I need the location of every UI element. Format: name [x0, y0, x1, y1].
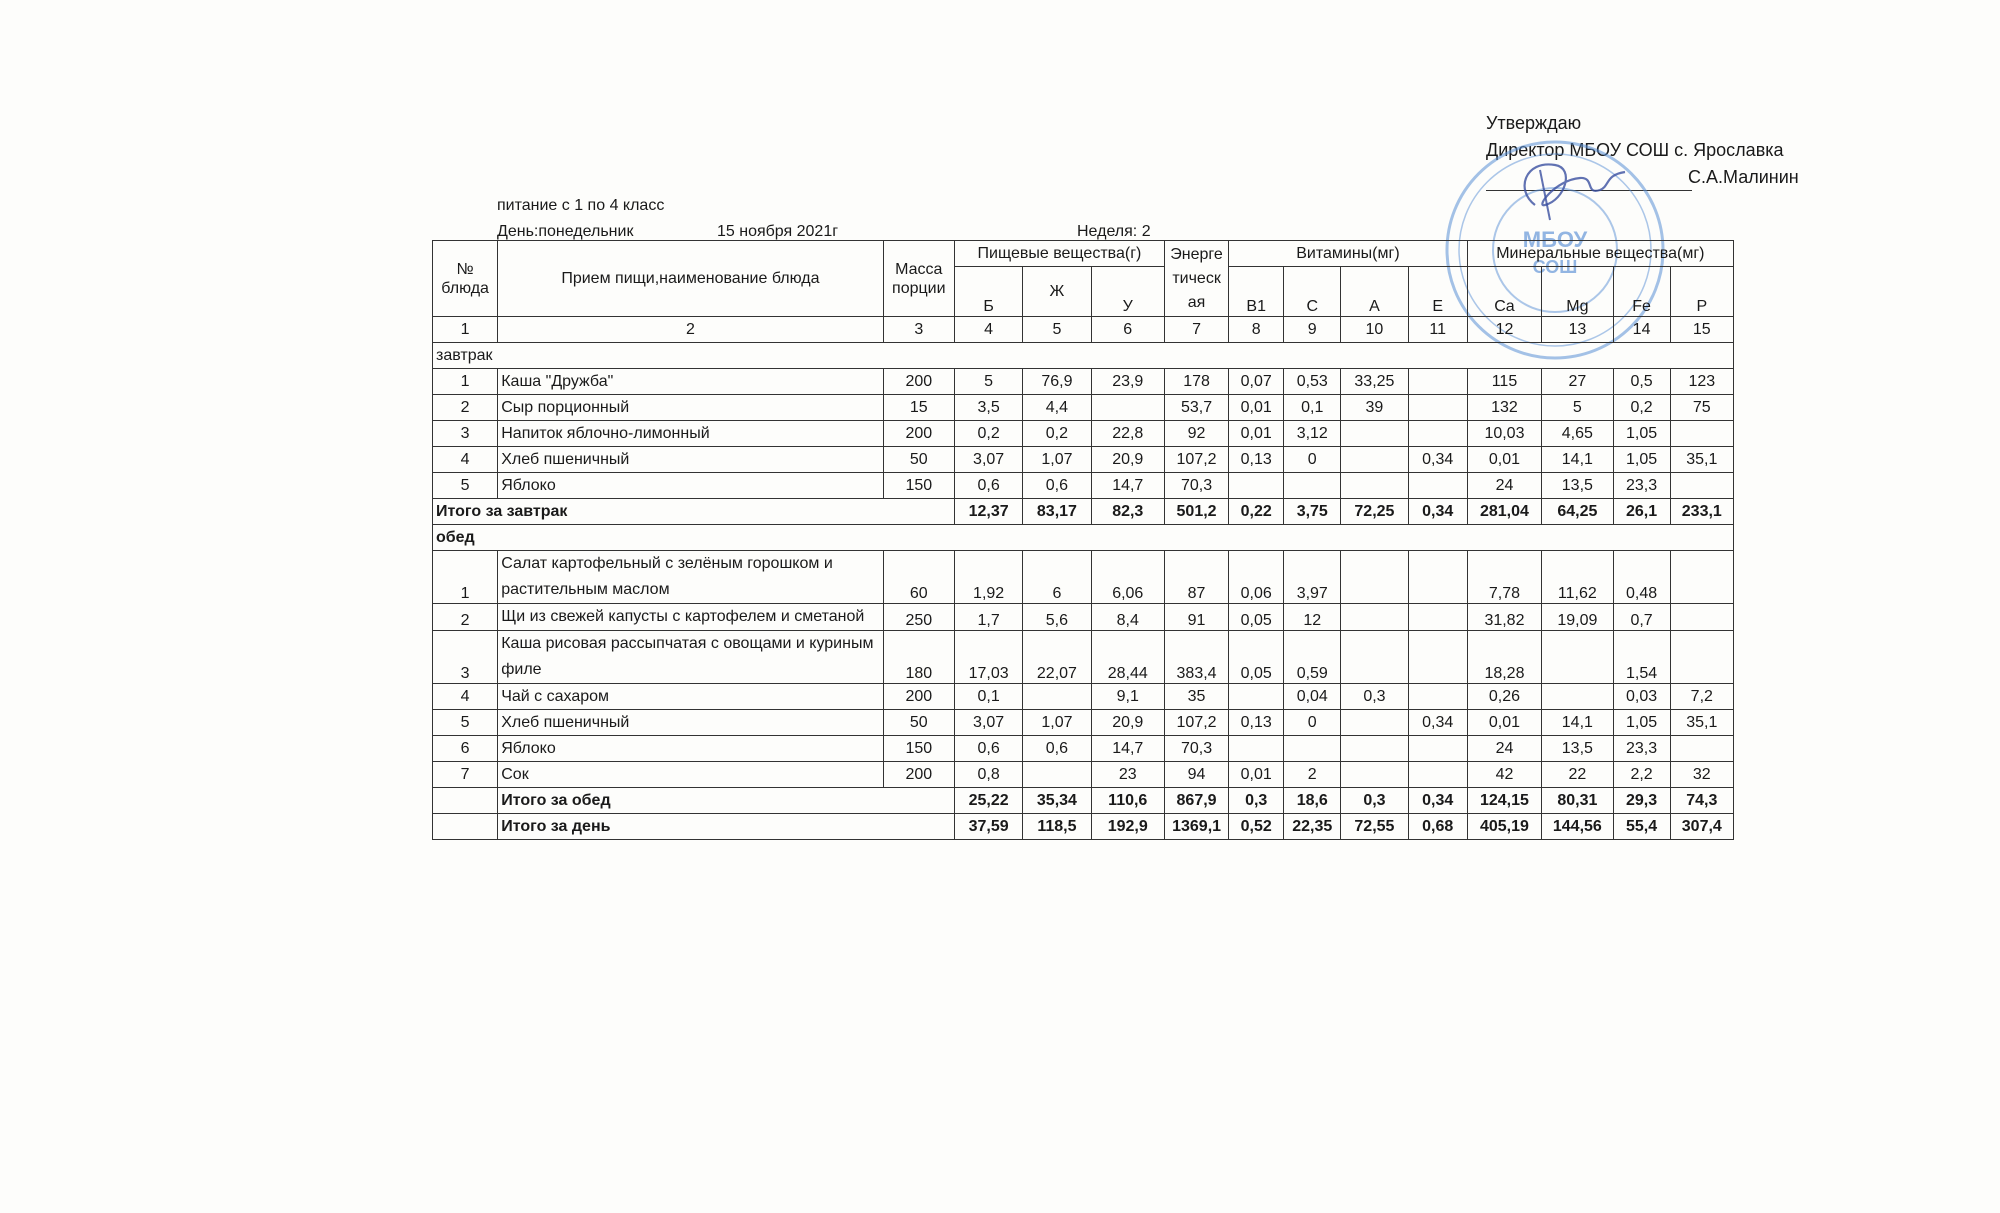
table-cell: 4,65 [1542, 421, 1613, 447]
empty-cell [433, 814, 498, 840]
total-value: 144,56 [1542, 814, 1613, 840]
total-value: 72,55 [1341, 814, 1408, 840]
header-energy: Энерге тическ ая [1164, 241, 1228, 317]
sub-header: Ca [1467, 267, 1541, 317]
table-cell: 0,05 [1229, 631, 1284, 684]
dish-number: 6 [433, 736, 498, 762]
table-row [433, 710, 1734, 736]
table-cell: 24 [1467, 473, 1541, 499]
dish-name: Хлеб пшеничный [498, 447, 883, 473]
table-cell: 39 [1341, 395, 1408, 421]
table-cell: 0,6 [1023, 736, 1091, 762]
table-cell: 115 [1467, 369, 1541, 395]
column-number: 10 [1341, 317, 1408, 343]
table-cell: 42 [1467, 762, 1541, 788]
total-value: 3,75 [1284, 499, 1341, 525]
lunch-section-row [433, 525, 1734, 551]
column-number: 3 [883, 317, 954, 343]
column-number: 14 [1613, 317, 1670, 343]
table-cell: 0,7 [1613, 604, 1670, 631]
table-cell: 0,03 [1613, 684, 1670, 710]
table-cell: 0,04 [1284, 684, 1341, 710]
total-value: 80,31 [1542, 788, 1613, 814]
table-cell [1341, 736, 1408, 762]
total-value: 29,3 [1613, 788, 1670, 814]
table-cell [1341, 473, 1408, 499]
dish-number: 7 [433, 762, 498, 788]
dish-number: 3 [433, 421, 498, 447]
menu-category: питание с 1 по 4 класс [497, 197, 665, 214]
table-cell: 0,06 [1229, 551, 1284, 604]
table-cell: 1,05 [1613, 447, 1670, 473]
total-value: 82,3 [1091, 499, 1164, 525]
table-cell: 20,9 [1091, 447, 1164, 473]
table-cell: 6,06 [1091, 551, 1164, 604]
table-cell: 1,7 [954, 604, 1022, 631]
sub-header: Б [954, 267, 1022, 317]
table-cell: 178 [1164, 369, 1228, 395]
table-cell: 2,2 [1613, 762, 1670, 788]
lunch-total-row [433, 788, 1734, 814]
table-cell: 0,34 [1408, 710, 1467, 736]
table-cell: 0,07 [1229, 369, 1284, 395]
table-cell [1023, 762, 1091, 788]
total-value: 64,25 [1542, 499, 1613, 525]
table-cell: 0,1 [1284, 395, 1341, 421]
dish-number: 3 [433, 631, 498, 684]
table-cell: 0,59 [1284, 631, 1341, 684]
table-cell: 27 [1542, 369, 1613, 395]
total-value: 0,52 [1229, 814, 1284, 840]
table-cell: 3,12 [1284, 421, 1341, 447]
table-cell [1670, 736, 1733, 762]
sub-header: Mg [1542, 267, 1613, 317]
menu-table [432, 240, 1734, 840]
table-cell [1408, 604, 1467, 631]
table-cell [1408, 473, 1467, 499]
sub-header: A [1341, 267, 1408, 317]
table-cell: 0,01 [1229, 762, 1284, 788]
column-number: 12 [1467, 317, 1541, 343]
table-cell: 3,07 [954, 710, 1022, 736]
dish-number: 2 [433, 604, 498, 631]
table-cell [1408, 551, 1467, 604]
table-cell: 1,07 [1023, 447, 1091, 473]
table-cell: 50 [883, 710, 954, 736]
column-number-row [433, 317, 1734, 343]
total-value: 35,34 [1023, 788, 1091, 814]
table-cell [1284, 736, 1341, 762]
total-value: 26,1 [1613, 499, 1670, 525]
table-cell: 4,4 [1023, 395, 1091, 421]
total-value: 72,25 [1341, 499, 1408, 525]
table-cell [1670, 631, 1733, 684]
table-cell [1341, 421, 1408, 447]
table-cell: 0,6 [1023, 473, 1091, 499]
dish-name: Чай с сахаром [498, 684, 883, 710]
total-value: 22,35 [1284, 814, 1341, 840]
dish-name: Каша "Дружба" [498, 369, 883, 395]
table-cell: 33,25 [1341, 369, 1408, 395]
table-cell: 107,2 [1164, 710, 1228, 736]
table-cell: 9,1 [1091, 684, 1164, 710]
header-vitamins: Витамины(мг) [1229, 241, 1468, 267]
table-cell: 14,7 [1091, 473, 1164, 499]
table-cell: 14,7 [1091, 736, 1164, 762]
total-value: 0,3 [1229, 788, 1284, 814]
table-row [433, 395, 1734, 421]
column-number: 2 [498, 317, 883, 343]
lunch-section-title: обед [433, 525, 1734, 551]
table-cell: 13,5 [1542, 736, 1613, 762]
table-cell [1670, 473, 1733, 499]
table-cell [1408, 369, 1467, 395]
table-cell: 0,48 [1613, 551, 1670, 604]
table-cell: 0,6 [954, 473, 1022, 499]
table-cell [1670, 604, 1733, 631]
table-cell: 14,1 [1542, 710, 1613, 736]
table-cell: 200 [883, 421, 954, 447]
table-cell: 24 [1467, 736, 1541, 762]
day-total-row [433, 814, 1734, 840]
table-cell: 22,8 [1091, 421, 1164, 447]
table-cell: 0,05 [1229, 604, 1284, 631]
table-cell: 150 [883, 473, 954, 499]
table-cell: 5 [954, 369, 1022, 395]
table-cell [1341, 762, 1408, 788]
table-cell: 1,05 [1613, 421, 1670, 447]
table-cell: 70,3 [1164, 736, 1228, 762]
dish-name: Щи из свежей капусты с картофелем и сметаной [498, 604, 883, 631]
total-value: 25,22 [954, 788, 1022, 814]
table-cell: 0,8 [954, 762, 1022, 788]
total-label: Итого за обед [498, 788, 955, 814]
column-number: 8 [1229, 317, 1284, 343]
table-cell [1091, 395, 1164, 421]
table-cell: 150 [883, 736, 954, 762]
header-nutrients: Пищевые вещества(г) [954, 241, 1164, 267]
table-cell: 23,9 [1091, 369, 1164, 395]
table-cell: 0,13 [1229, 447, 1284, 473]
table-cell: 28,44 [1091, 631, 1164, 684]
signature [1495, 150, 1635, 230]
total-value: 0,3 [1341, 788, 1408, 814]
total-value: 1369,1 [1164, 814, 1228, 840]
table-cell: 0,3 [1341, 684, 1408, 710]
dish-number: 4 [433, 684, 498, 710]
table-cell [1408, 736, 1467, 762]
table-cell: 22,07 [1023, 631, 1091, 684]
table-cell [1670, 421, 1733, 447]
table-cell [1408, 684, 1467, 710]
table-cell: 0,2 [1023, 421, 1091, 447]
total-value: 83,17 [1023, 499, 1091, 525]
table-cell: 383,4 [1164, 631, 1228, 684]
table-cell: 91 [1164, 604, 1228, 631]
table-cell: 35 [1164, 684, 1228, 710]
stamp-label: МБОУ [1522, 227, 1588, 252]
dish-name: Хлеб пшеничный [498, 710, 883, 736]
column-number: 11 [1408, 317, 1467, 343]
table-cell: 0,53 [1284, 369, 1341, 395]
table-cell: 53,7 [1164, 395, 1228, 421]
total-value: 74,3 [1670, 788, 1733, 814]
table-row [433, 421, 1734, 447]
table-cell: 0,34 [1408, 447, 1467, 473]
sub-header: У [1091, 267, 1164, 317]
total-value: 501,2 [1164, 499, 1228, 525]
table-cell: 0,01 [1467, 447, 1541, 473]
table-cell [1229, 736, 1284, 762]
total-value: 0,22 [1229, 499, 1284, 525]
table-cell: 13,5 [1542, 473, 1613, 499]
dish-name: Яблоко [498, 473, 883, 499]
table-cell: 0,01 [1229, 395, 1284, 421]
header-mass: Масса порции [883, 241, 954, 317]
dish-name: Яблоко [498, 736, 883, 762]
total-value: 118,5 [1023, 814, 1091, 840]
approval-title: Утверждаю [1486, 113, 1582, 133]
sub-header: Fe [1613, 267, 1670, 317]
dish-number: 1 [433, 369, 498, 395]
table-cell: 50 [883, 447, 954, 473]
column-number: 4 [954, 317, 1022, 343]
column-number: 1 [433, 317, 498, 343]
table-cell: 0 [1284, 447, 1341, 473]
director-title: Директор МБОУ СОШ с. Ярославка [1486, 140, 1784, 160]
table-cell: 7,2 [1670, 684, 1733, 710]
table-cell: 123 [1670, 369, 1733, 395]
menu-day: День:понедельник [497, 223, 634, 240]
sub-header: P [1670, 267, 1733, 317]
table-cell: 12 [1284, 604, 1341, 631]
total-value: 0,68 [1408, 814, 1467, 840]
breakfast-section-row [433, 343, 1734, 369]
sub-header: B1 [1229, 267, 1284, 317]
table-cell: 23,3 [1613, 736, 1670, 762]
table-cell [1229, 473, 1284, 499]
table-cell: 14,1 [1542, 447, 1613, 473]
dish-number: 4 [433, 447, 498, 473]
table-cell: 20,9 [1091, 710, 1164, 736]
dish-number: 5 [433, 473, 498, 499]
table-cell: 180 [883, 631, 954, 684]
total-value: 55,4 [1613, 814, 1670, 840]
table-cell: 3,97 [1284, 551, 1341, 604]
column-number: 9 [1284, 317, 1341, 343]
column-number: 15 [1670, 317, 1733, 343]
table-cell [1284, 473, 1341, 499]
dish-number: 5 [433, 710, 498, 736]
table-cell: 70,3 [1164, 473, 1228, 499]
table-cell [1408, 395, 1467, 421]
table-cell: 200 [883, 684, 954, 710]
table-cell: 0,01 [1467, 710, 1541, 736]
table-cell [1542, 684, 1613, 710]
table-cell [1408, 421, 1467, 447]
empty-cell [433, 788, 498, 814]
sub-header: C [1284, 267, 1341, 317]
table-cell: 0,5 [1613, 369, 1670, 395]
table-cell: 15 [883, 395, 954, 421]
table-cell: 1,07 [1023, 710, 1091, 736]
table-row [433, 762, 1734, 788]
total-value: 37,59 [954, 814, 1022, 840]
total-value: 867,9 [1164, 788, 1228, 814]
table-row [433, 473, 1734, 499]
total-value: 281,04 [1467, 499, 1541, 525]
table-cell: 18,28 [1467, 631, 1541, 684]
table-cell: 5 [1542, 395, 1613, 421]
table-cell [1341, 551, 1408, 604]
table-cell: 6 [1023, 551, 1091, 604]
table-row [433, 736, 1734, 762]
table-cell [1341, 447, 1408, 473]
table-cell: 7,78 [1467, 551, 1541, 604]
table-cell: 76,9 [1023, 369, 1091, 395]
dish-number: 2 [433, 395, 498, 421]
table-cell: 8,4 [1091, 604, 1164, 631]
table-cell [1408, 762, 1467, 788]
column-number: 13 [1542, 317, 1613, 343]
table-cell: 35,1 [1670, 710, 1733, 736]
breakfast-total-row [433, 499, 1734, 525]
dish-name: Салат картофельный с зелёным горошком и растительным маслом [498, 551, 883, 604]
table-cell: 1,05 [1613, 710, 1670, 736]
table-cell: 0,2 [1613, 395, 1670, 421]
column-number: 6 [1091, 317, 1164, 343]
table-cell: 200 [883, 369, 954, 395]
table-cell [1341, 710, 1408, 736]
table-cell: 1,54 [1613, 631, 1670, 684]
total-value: 307,4 [1670, 814, 1733, 840]
header-num: № блюда [433, 241, 498, 317]
table-row [433, 631, 1734, 684]
table-cell: 75 [1670, 395, 1733, 421]
table-cell: 19,09 [1542, 604, 1613, 631]
total-label: Итого за день [498, 814, 955, 840]
table-row [433, 369, 1734, 395]
menu-week: Неделя: 2 [1077, 223, 1151, 240]
total-value: 12,37 [954, 499, 1022, 525]
total-label: Итого за завтрак [433, 499, 955, 525]
table-cell: 132 [1467, 395, 1541, 421]
table-cell [1408, 631, 1467, 684]
table-cell: 31,82 [1467, 604, 1541, 631]
table-cell [1341, 604, 1408, 631]
table-cell: 107,2 [1164, 447, 1228, 473]
table-cell: 17,03 [954, 631, 1022, 684]
table-cell [1542, 631, 1613, 684]
dish-name: Сок [498, 762, 883, 788]
table-cell: 200 [883, 762, 954, 788]
table-cell [1341, 631, 1408, 684]
table-cell: 3,5 [954, 395, 1022, 421]
menu-date: 15 ноября 2021г [717, 223, 839, 240]
header-minerals: Минеральные вещества(мг) [1467, 241, 1733, 267]
total-value: 124,15 [1467, 788, 1541, 814]
header-name: Прием пищи,наименование блюда [498, 241, 883, 317]
table-cell: 23,3 [1613, 473, 1670, 499]
table-cell: 94 [1164, 762, 1228, 788]
table-row [433, 684, 1734, 710]
total-value: 0,34 [1408, 499, 1467, 525]
sub-header: Ж [1023, 267, 1091, 317]
total-value: 192,9 [1091, 814, 1164, 840]
total-value: 233,1 [1670, 499, 1733, 525]
table-cell: 5,6 [1023, 604, 1091, 631]
table-cell: 2 [1284, 762, 1341, 788]
director-name: С.А.Малинин [1688, 167, 1799, 187]
total-value: 110,6 [1091, 788, 1164, 814]
table-cell: 92 [1164, 421, 1228, 447]
table-cell [1229, 684, 1284, 710]
table-row [433, 551, 1734, 604]
total-value: 405,19 [1467, 814, 1541, 840]
total-value: 18,6 [1284, 788, 1341, 814]
stamp-sub: СОШ [1532, 257, 1578, 277]
table-cell: 3,07 [954, 447, 1022, 473]
dish-name: Каша рисовая рассыпчатая с овощами и куриным филе [498, 631, 883, 684]
column-number: 5 [1023, 317, 1091, 343]
table-row [433, 447, 1734, 473]
table-cell: 22 [1542, 762, 1613, 788]
table-cell [1023, 684, 1091, 710]
breakfast-section-title: завтрак [433, 343, 1734, 369]
table-cell: 0,2 [954, 421, 1022, 447]
table-cell: 1,92 [954, 551, 1022, 604]
column-number: 7 [1164, 317, 1228, 343]
table-cell: 0,6 [954, 736, 1022, 762]
total-value: 0,34 [1408, 788, 1467, 814]
table-cell: 11,62 [1542, 551, 1613, 604]
table-cell: 0,01 [1229, 421, 1284, 447]
dish-name: Напиток яблочно-лимонный [498, 421, 883, 447]
menu-header [497, 193, 1151, 245]
table-row [433, 604, 1734, 631]
dish-number: 1 [433, 551, 498, 604]
table-cell: 32 [1670, 762, 1733, 788]
table-cell: 87 [1164, 551, 1228, 604]
table-cell: 35,1 [1670, 447, 1733, 473]
table-cell: 0,1 [954, 684, 1022, 710]
dish-name: Сыр порционный [498, 395, 883, 421]
table-cell: 60 [883, 551, 954, 604]
table-cell: 10,03 [1467, 421, 1541, 447]
sub-header: E [1408, 267, 1467, 317]
table-cell [1670, 551, 1733, 604]
table-cell: 0 [1284, 710, 1341, 736]
table-cell: 23 [1091, 762, 1164, 788]
table-cell: 250 [883, 604, 954, 631]
table-cell: 0,26 [1467, 684, 1541, 710]
table-cell: 0,13 [1229, 710, 1284, 736]
